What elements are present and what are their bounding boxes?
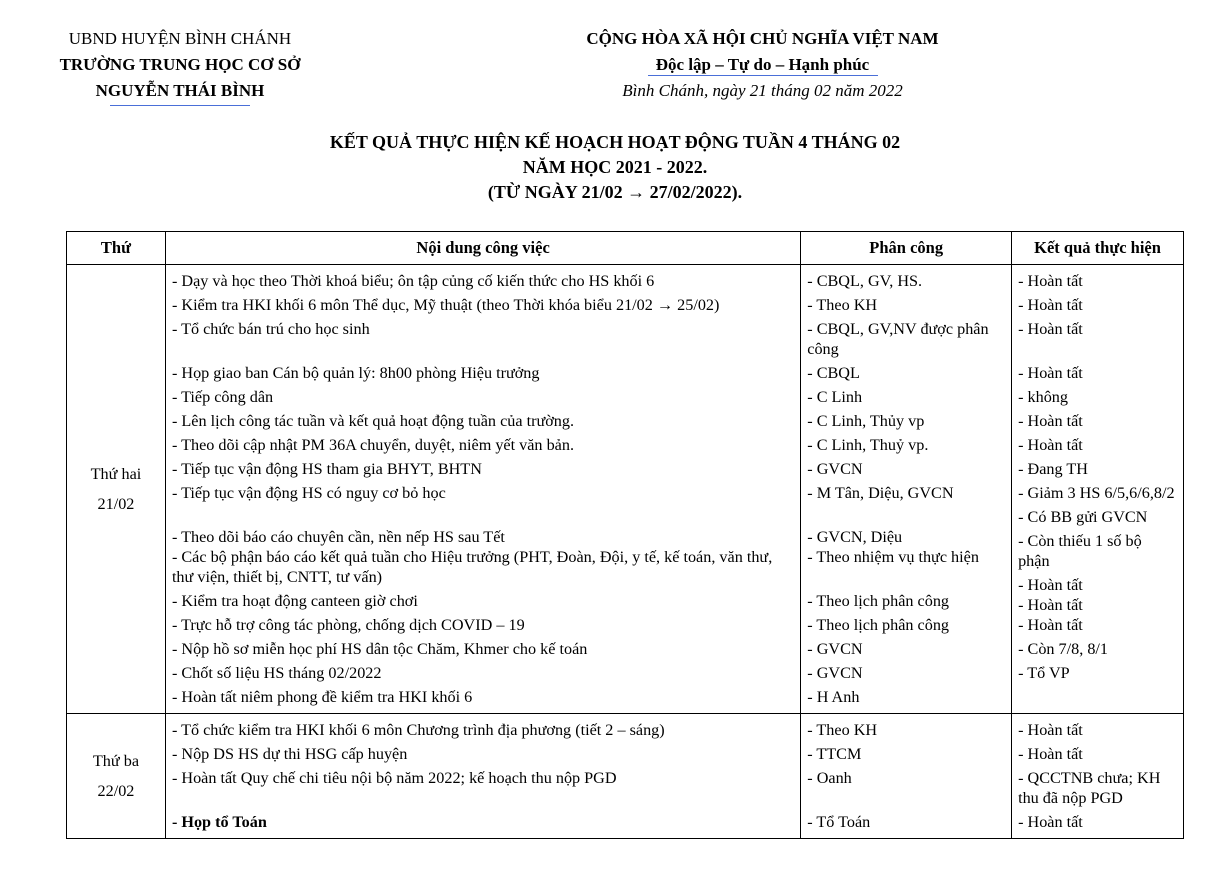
result-item: - Có BB gửi GVCN xyxy=(1018,508,1148,526)
result-item: - Hoàn tất xyxy=(1018,364,1083,382)
activity-table xyxy=(66,231,1184,839)
day-date: 21/02 xyxy=(97,495,135,513)
result-cell xyxy=(1012,714,1184,839)
header-result: Kết quả thực hiện xyxy=(1012,232,1184,265)
title-line-1: KẾT QUẢ THỰC HIỆN KẾ HOẠCH HOẠT ĐỘNG TUẦN 4 THÁNG 02 xyxy=(329,132,901,152)
task-item: - Dạy và học theo Thời khoá biểu; ôn tập củng cố kiến thức cho HS khối 6 xyxy=(171,272,655,290)
assign-item: - H Anh xyxy=(807,688,860,706)
task-item: - Tiếp công dân xyxy=(171,388,274,406)
task-item: - Tiếp tục vận động HS có nguy cơ bỏ học xyxy=(171,484,446,502)
assign-item: - GVCN, Diệu xyxy=(807,528,903,546)
task-item: - Kiểm tra hoạt động canteen giờ chơi xyxy=(171,592,418,610)
result-item: - Còn thiếu 1 số bộ phận xyxy=(1018,532,1142,570)
assign-item: - Theo lịch phân công xyxy=(807,592,950,610)
assign-cell xyxy=(801,714,1012,839)
day-date: 22/02 xyxy=(97,782,135,800)
task-item: - Các bộ phận báo cáo kết quả tuần cho Hiệu trưởng (PHT, Đoàn, Đội, y tế, kế toán, văn thư, thư viện, thiết bị, CNTT, tư vấn) xyxy=(171,548,773,586)
assign-item: - Theo lịch phân công xyxy=(807,616,950,634)
day-cell-tuesday xyxy=(67,714,166,839)
task-cell xyxy=(165,265,800,714)
header-day: Thứ xyxy=(67,232,166,265)
result-item: - Giảm 3 HS 6/5,6/6,8/2 xyxy=(1018,484,1175,502)
task-item: - Nộp hồ sơ miễn học phí HS dân tộc Chăm, Khmer cho kế toán xyxy=(171,640,588,658)
national-title: CỘNG HÒA XÃ HỘI CHỦ NGHĨA VIỆT NAM xyxy=(586,29,939,48)
result-item: - Hoàn tất xyxy=(1018,296,1083,314)
day-name: Thứ ba xyxy=(92,752,140,770)
header-task: Nội dung công việc xyxy=(165,232,800,265)
result-cell xyxy=(1012,265,1184,714)
national-header xyxy=(540,26,985,104)
result-item: - Hoàn tất xyxy=(1018,721,1083,739)
task-item: - Hoàn tất Quy chế chi tiêu nội bộ năm 2022; kế hoạch thu nộp PGD xyxy=(171,769,617,787)
assign-item: - Theo KH xyxy=(807,721,878,739)
result-item: - không xyxy=(1018,388,1068,406)
task-item: - Tổ chức bán trú cho học sinh xyxy=(171,320,370,338)
table-header-row xyxy=(67,232,1184,265)
task-item: - Hoàn tất niêm phong đề kiểm tra HKI khối 6 xyxy=(171,688,473,706)
result-item: - Hoàn tất xyxy=(1018,813,1083,831)
assign-cell xyxy=(801,265,1012,714)
task-item: - Tiếp tục vận động HS tham gia BHYT, BHTN xyxy=(171,460,482,478)
document-date: Bình Chánh, ngày 21 tháng 02 năm 2022 xyxy=(622,81,903,100)
header-assign: Phân công xyxy=(801,232,1012,265)
assign-item: - C Linh, Thuỷ vp. xyxy=(807,436,929,454)
assign-item: - TTCM xyxy=(807,745,862,763)
day-cell-monday xyxy=(67,265,166,714)
assign-item: - CBQL, GV,NV được phân công xyxy=(807,320,989,358)
result-item: - Còn 7/8, 8/1 xyxy=(1018,640,1109,658)
result-item: - Hoàn tất xyxy=(1018,596,1083,614)
result-item: - Tổ VP xyxy=(1018,664,1070,682)
table-row-monday xyxy=(67,265,1184,714)
issuer-underline xyxy=(110,105,250,106)
task-item: - Tổ chức kiểm tra HKI khối 6 môn Chương trình địa phương (tiết 2 – sáng) xyxy=(171,721,665,739)
title-line-2: NĂM HỌC 2021 - 2022. xyxy=(522,157,708,177)
result-item: - QCCTNB chưa; KH thu đã nộp PGD xyxy=(1018,769,1161,807)
assign-item: - GVCN xyxy=(807,664,863,682)
assign-item: - CBQL xyxy=(807,364,860,382)
table-row-tuesday xyxy=(67,714,1184,839)
task-item: - Họp giao ban Cán bộ quản lý: 8h00 phòng Hiệu trưởng xyxy=(171,364,540,382)
assign-item: - CBQL, GV, HS. xyxy=(807,272,923,290)
task-item: - Nộp DS HS dự thi HSG cấp huyện xyxy=(171,745,408,763)
task-item: - Kiểm tra HKI khối 6 môn Thể dục, Mỹ thuật (theo Thời khóa biểu 21/02 → 25/02) xyxy=(171,296,720,314)
title-line-3: (TỪ NGÀY 21/02 → 27/02/2022). xyxy=(487,182,743,202)
result-item: - Hoàn tất xyxy=(1018,616,1083,634)
issuer-school-name: NGUYỄN THÁI BÌNH xyxy=(95,81,265,100)
result-item: - Hoàn tất xyxy=(1018,412,1083,430)
task-item: - Theo dõi báo cáo chuyên cần, nền nếp HS sau Tết xyxy=(171,528,505,546)
task-item: - Trực hỗ trợ công tác phòng, chống dịch COVID – 19 xyxy=(171,616,525,634)
result-item: - Hoàn tất xyxy=(1018,272,1083,290)
assign-item: - M Tân, Diệu, GVCN xyxy=(807,484,954,502)
day-name: Thứ hai xyxy=(90,465,142,483)
result-item: - Hoàn tất xyxy=(1018,745,1083,763)
result-item: - Hoàn tất xyxy=(1018,436,1083,454)
issuer-block xyxy=(40,26,320,106)
task-item: - Theo dõi cập nhật PM 36A chuyển, duyệt, niêm yết văn bản. xyxy=(171,436,574,454)
result-item: - Đang TH xyxy=(1018,460,1088,478)
task-cell xyxy=(165,714,800,839)
task-item: - Họp tổ Toán xyxy=(171,813,267,831)
assign-item: - Theo KH xyxy=(807,296,878,314)
issuer-school-type: TRƯỜNG TRUNG HỌC CƠ SỞ xyxy=(59,55,301,74)
assign-item: - C Linh xyxy=(807,388,863,406)
assign-item: - C Linh, Thủy vp xyxy=(807,412,925,430)
task-item: - Chốt số liệu HS tháng 02/2022 xyxy=(171,664,382,682)
result-item: - Hoàn tất xyxy=(1018,320,1083,338)
assign-item: - Oanh xyxy=(807,769,852,787)
national-motto: Độc lập – Tự do – Hạnh phúc xyxy=(655,55,870,74)
result-item: - Hoàn tất xyxy=(1018,576,1083,594)
assign-item: - GVCN xyxy=(807,460,863,478)
document-title xyxy=(0,130,1230,205)
task-item: - Lên lịch công tác tuần và kết quả hoạt động tuần của trường. xyxy=(171,412,575,430)
issuer-district: UBND HUYỆN BÌNH CHÁNH xyxy=(68,29,292,48)
assign-item: - Tổ Toán xyxy=(807,813,871,831)
assign-item: - GVCN xyxy=(807,640,863,658)
assign-item: - Theo nhiệm vụ thực hiện xyxy=(807,548,979,566)
